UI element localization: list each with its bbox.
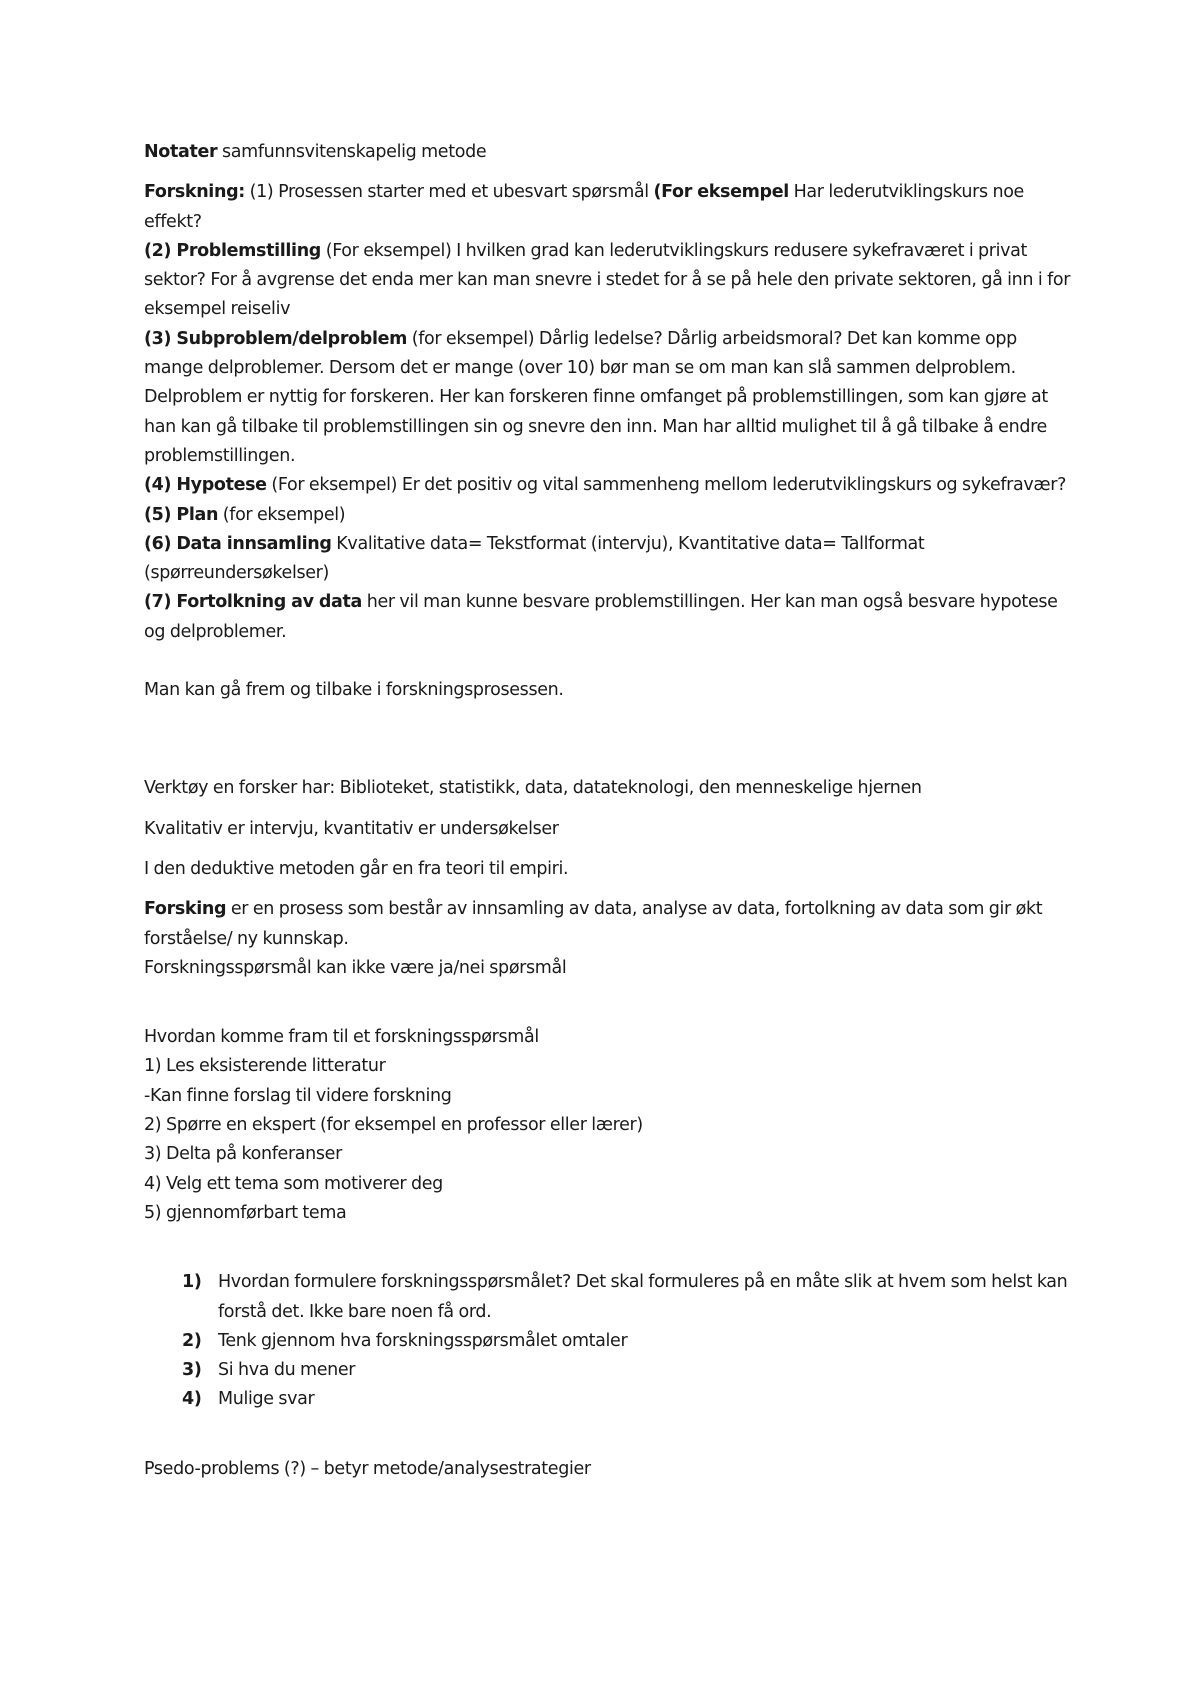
list-item (144, 1356, 1074, 1385)
how-to-item: 4) Velg ett tema som motiverer deg (144, 1173, 443, 1194)
how-to-item: 1) Les eksisterende litteratur (144, 1056, 386, 1077)
list-number: 4) (182, 1389, 202, 1410)
research-step (144, 501, 1074, 530)
list-text: Tenk gjennom hva forskningsspørsmålet omtaler (218, 1330, 628, 1351)
step-number: (6) (144, 533, 172, 554)
how-to-section (144, 1023, 1074, 1228)
step-text: (For eksempel) I hvilken grad kan lederutviklingskurs redusere sykefraværet i privat sektor? For å avgrense det enda mer kan man snevre i stedet for å se på hele den private sektoren, gå inn i for eksempel reiseliv (144, 240, 1071, 320)
title-rest: samfunnsvitenskapelig metode (217, 142, 487, 162)
forsking-bold: Forsking (144, 899, 227, 920)
forsking-section (144, 895, 1074, 983)
research-step (144, 325, 1074, 471)
list-text: Mulige svar (218, 1389, 315, 1410)
how-to-item: 2) Spørre en ekspert (for eksempel en professor eller lærer) (144, 1115, 643, 1136)
research-text-a: (1) Prosessen starter med et ubesvart spørsmål (244, 182, 654, 203)
research-text-b: Har lederutviklingskurs noe effekt? (144, 182, 1024, 232)
step-number: (3) (144, 328, 172, 349)
how-to-heading: Hvordan komme fram til et forskningsspørsmål (144, 1027, 539, 1048)
list-item (144, 1268, 1074, 1327)
step-heading: Data innsamling (171, 533, 332, 554)
forsking-line2: Forskningsspørsmål kan ikke være ja/nei spørsmål (144, 957, 567, 978)
formulate-list (144, 1268, 1074, 1414)
how-to-item: 5) gjennomførbart tema (144, 1202, 347, 1223)
forsking-definition (144, 895, 1074, 954)
qual-quant-note: Kvalitativ er intervju, kvantitativ er undersøkelser (144, 818, 559, 839)
step-number: (5) (144, 504, 172, 525)
list-number: 2) (182, 1330, 202, 1351)
list-item (144, 1385, 1074, 1414)
step-heading: Hypotese (171, 475, 267, 496)
step-heading: Subproblem/delproblem (171, 328, 408, 349)
list-number: 3) (182, 1360, 202, 1381)
step-text: (for eksempel) Dårlig ledelse? Dårlig arbeidsmoral? Det kan komme opp mange delproblemer. Dersom det er mange (over 10) bør man se om man kan slå sammen delproblem. Delproblem er nyttig for forskeren. Her kan forskeren finne omfanget på problemstillingen, som kan gjøre at han kan gå tilbake til problemstillingen sin og snevre den inn. Man har alltid mulighet til å gå tilbake å endre problemstillingen. (144, 328, 1048, 466)
step-text: Kvalitative data= Tekstformat (intervju), Kvantitative data= Tallformat (spørreundersøkelser) (144, 533, 925, 584)
research-step (144, 471, 1074, 500)
research-example: (For eksempel (653, 182, 789, 203)
step-heading: Plan (171, 504, 219, 525)
document-page (144, 138, 1074, 1484)
research-process-section (144, 178, 1074, 647)
list-item (144, 1327, 1074, 1356)
step-text: (For eksempel) Er det positiv og vital sammenheng mellom lederutviklingskurs og sykefravær? (266, 475, 1067, 496)
tools-note: Verktøy en forsker har: Biblioteket, statistikk, data, datateknologi, den menneskelige hjernen (144, 778, 922, 799)
step-text: her vil man kunne besvare problemstillingen. Her kan man også besvare hypotese og delproblemer. (144, 592, 1058, 642)
how-to-item: 3) Delta på konferanser (144, 1144, 342, 1165)
research-step (144, 530, 1074, 589)
list-number: 1) (182, 1272, 202, 1293)
list-text: Si hva du mener (218, 1360, 356, 1381)
step-number: (2) (144, 240, 172, 261)
pseudo-problems-note: Psedo-problems (?) – betyr metode/analysestrategier (144, 1458, 591, 1479)
research-label: Forskning: (144, 182, 245, 203)
document-title (144, 138, 1074, 167)
research-intro (144, 178, 1074, 237)
back-and-forth-note: Man kan gå frem og tilbake i forskningsprosessen. (144, 680, 564, 701)
deductive-note: I den deduktive metoden går en fra teori til empiri. (144, 858, 569, 879)
list-text: Hvordan formulere forskningsspørsmålet? Det skal formuleres på en måte slik at hvem som helst kan forstå det. Ikke bare noen få ord. (218, 1272, 1068, 1322)
title-bold: Notater (144, 142, 218, 162)
step-heading: Fortolkning av data (171, 592, 362, 613)
how-to-item: -Kan finne forslag til videre forskning (144, 1085, 452, 1106)
step-heading: Problemstilling (171, 240, 321, 261)
step-number: (4) (144, 475, 172, 496)
step-text: (for eksempel) (218, 504, 346, 525)
research-step (144, 588, 1074, 647)
forsking-text: er en prosess som består av innsamling av data, analyse av data, fortolkning av data som gir økt forståelse/ ny kunnskap. (144, 899, 1043, 949)
research-step (144, 237, 1074, 325)
step-number: (7) (144, 592, 172, 613)
